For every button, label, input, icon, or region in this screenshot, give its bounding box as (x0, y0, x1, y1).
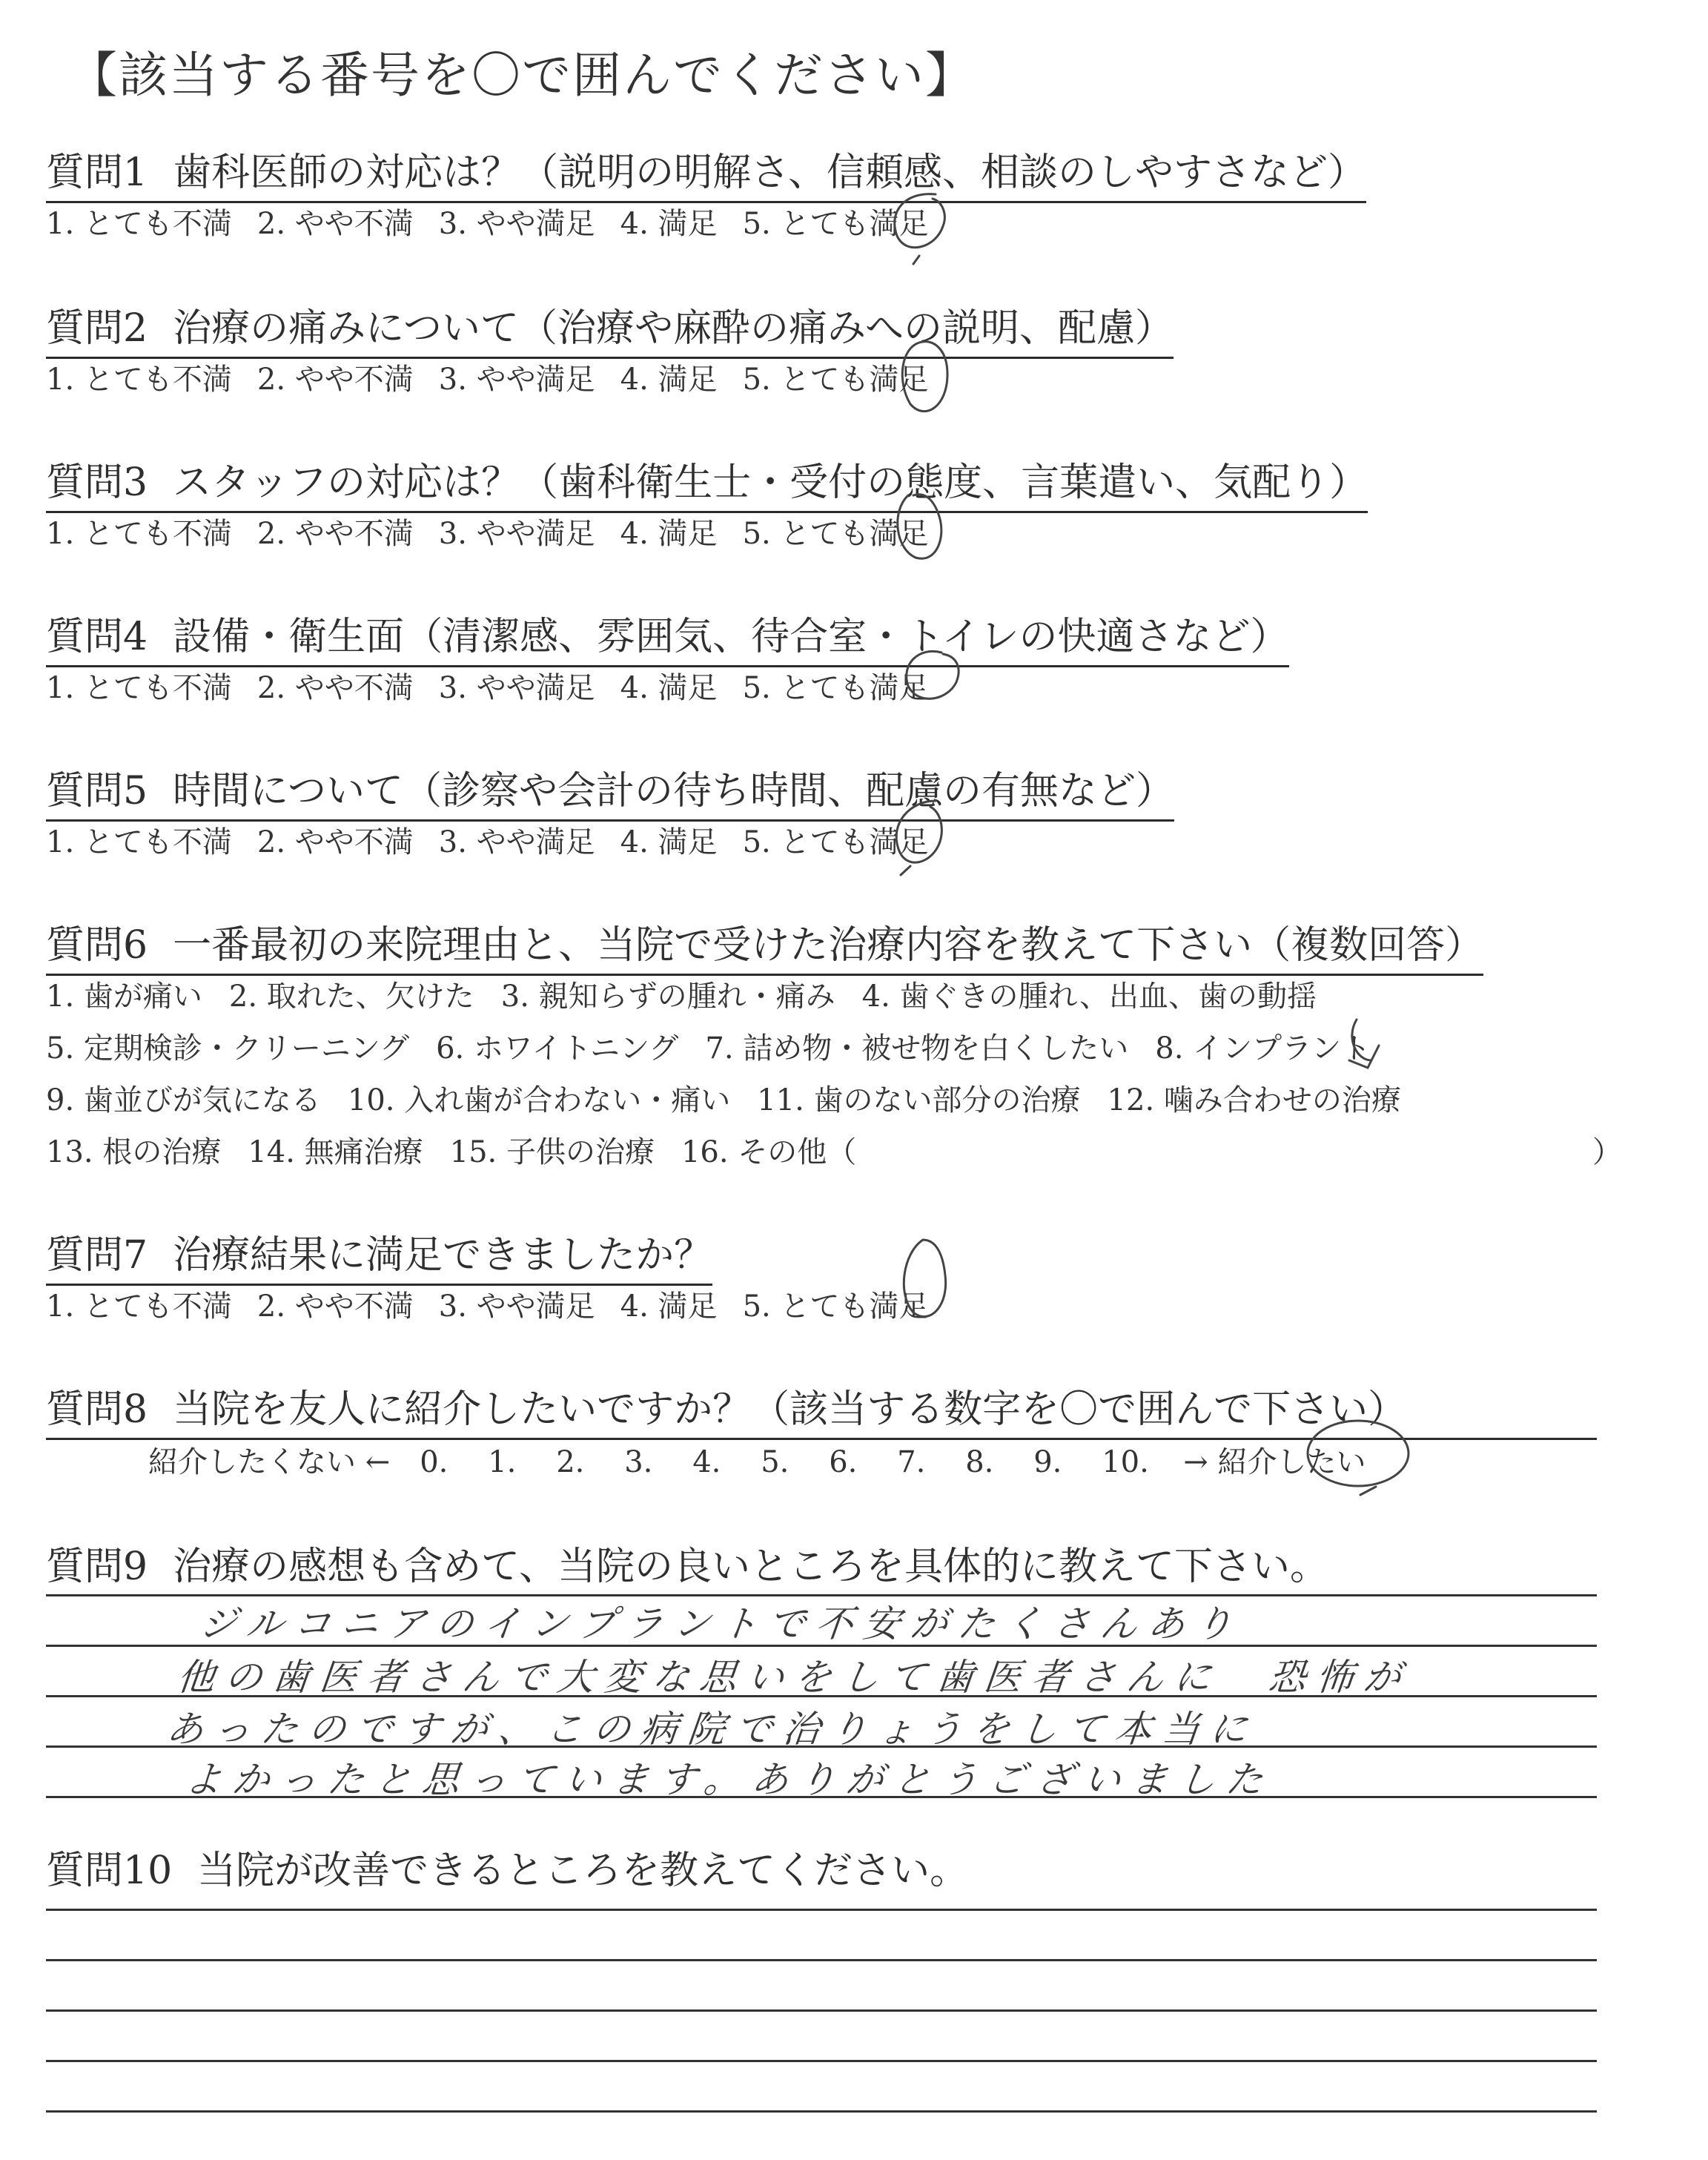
option-15[interactable]: 15. 子供の治療 (449, 1135, 655, 1169)
option-5[interactable]: 5. とても満足 (742, 517, 929, 551)
answer-line (46, 2060, 1597, 2062)
option-4[interactable]: 4. 満足 (620, 207, 718, 241)
option-3[interactable]: 3. やや満足 (438, 363, 595, 397)
score-1[interactable]: 1. (488, 1445, 517, 1479)
option-4[interactable]: 4. 満足 (620, 825, 718, 859)
recommend-left-label: 紹介したくない ← (148, 1445, 391, 1479)
score-2[interactable]: 2. (556, 1445, 585, 1479)
question-6 (46, 914, 1483, 976)
score-0[interactable]: 0. (420, 1445, 448, 1479)
question-number: 質問9 (46, 1545, 148, 1589)
option-12[interactable]: 12. 噛み合わせの治療 (1107, 1083, 1401, 1117)
option-2[interactable]: 2. やや不満 (256, 207, 414, 241)
question-number: 質問10 (46, 1849, 173, 1893)
question-number: 質問3 (46, 460, 148, 505)
answer-line (46, 2110, 1597, 2113)
rating-scale-q2 (46, 356, 953, 398)
score-3[interactable]: 3. (624, 1445, 653, 1479)
option-2[interactable]: 2. やや不満 (256, 363, 414, 397)
option-3[interactable]: 3. やや満足 (438, 671, 595, 705)
option-5[interactable]: 5. とても満足 (742, 1289, 929, 1324)
score-8[interactable]: 8. (965, 1445, 994, 1479)
score-5[interactable]: 5. (761, 1445, 790, 1479)
circle-q8-tail (1360, 1487, 1376, 1495)
question-8 (46, 1378, 1597, 1440)
answer-line (46, 1959, 1597, 1961)
score-6[interactable]: 6. (829, 1445, 858, 1479)
option-1[interactable]: 1. とても不満 (46, 1289, 232, 1324)
answer-line (46, 1909, 1597, 1911)
score-9[interactable]: 9. (1033, 1445, 1062, 1479)
question-3 (46, 451, 1368, 513)
option-1[interactable]: 1. 歯が痛い (46, 980, 202, 1014)
option-8[interactable]: 8. インプラント (1155, 1031, 1371, 1066)
option-5[interactable]: 5. とても満足 (742, 825, 929, 859)
option-5[interactable]: 5. とても満足 (742, 363, 929, 397)
question-text: 歯科医師の対応は？（説明の明解さ、信頼感、相談のしやすさなど） (173, 151, 1367, 195)
question-7 (46, 1223, 712, 1286)
score-10[interactable]: 10. (1102, 1445, 1149, 1479)
question-text: 一番最初の来院理由と、当院で受けた治療内容を教えて下さい（複数回答） (173, 923, 1484, 968)
question-5 (46, 759, 1174, 822)
q6-options-row-1 (46, 973, 1343, 1015)
other-close-paren: ） (1592, 1135, 1622, 1169)
handwritten-line-4: よかったと思っています。ありがとうございました (182, 1758, 1276, 1801)
question-text: 当院を友人に紹介したいですか？（該当する数字を〇で囲んで下さい） (173, 1387, 1407, 1432)
q6-options-row-2 (46, 1025, 1397, 1067)
option-3[interactable]: 3. 親知らずの腫れ・痛み (500, 980, 835, 1014)
option-3[interactable]: 3. やや満足 (438, 207, 595, 241)
score-7[interactable]: 7. (897, 1445, 926, 1479)
option-1[interactable]: 1. とても不満 (46, 517, 232, 551)
option-2[interactable]: 2. やや不満 (256, 1289, 414, 1324)
option-2[interactable]: 2. やや不満 (256, 517, 414, 551)
option-11[interactable]: 11. 歯のない部分の治療 (757, 1083, 1081, 1117)
question-number: 質問6 (46, 923, 148, 968)
question-4 (46, 605, 1289, 667)
q6-options-row-3 (46, 1077, 1428, 1119)
rating-scale-q7 (46, 1283, 953, 1325)
question-text: 設備・衛生面（清潔感、雰囲気、待合室・トイレの快適さなど） (173, 615, 1289, 659)
question-1 (46, 141, 1366, 203)
question-2 (46, 297, 1174, 359)
question-number: 質問5 (46, 769, 148, 813)
q6-options-row-4 (46, 1129, 883, 1171)
rating-scale-q1 (46, 200, 953, 242)
option-7[interactable]: 7. 詰め物・被せ物を白くしたい (705, 1031, 1129, 1066)
option-4[interactable]: 4. 満足 (620, 1289, 718, 1324)
option-4[interactable]: 4. 満足 (620, 363, 718, 397)
option-1[interactable]: 1. とても不満 (46, 671, 232, 705)
option-4[interactable]: 4. 歯ぐきの腫れ、出血、歯の動揺 (861, 980, 1317, 1014)
question-number: 質問8 (46, 1387, 148, 1432)
option-5[interactable]: 5. 定期検診・クリーニング (46, 1031, 410, 1066)
option-3[interactable]: 3. やや満足 (438, 825, 595, 859)
question-text: 時間について（診察や会計の待ち時間、配慮の有無など） (173, 769, 1175, 813)
question-text: 治療の痛みについて（治療や麻酔の痛みへの説明、配慮） (173, 306, 1174, 351)
option-9[interactable]: 9. 歯並びが気になる (46, 1083, 321, 1117)
recommend-right-label[interactable]: → 紹介したい (1183, 1445, 1366, 1479)
option-6[interactable]: 6. ホワイトニング (436, 1031, 679, 1066)
rating-scale-q3 (46, 510, 953, 552)
option-3[interactable]: 3. やや満足 (438, 517, 595, 551)
option-2[interactable]: 2. やや不満 (256, 825, 414, 859)
option-4[interactable]: 4. 満足 (620, 517, 718, 551)
question-number: 質問7 (46, 1233, 148, 1278)
option-5[interactable]: 5. とても満足 (742, 671, 929, 705)
handwritten-line-3: あったのですが、この病院で治りょうをして本当に (164, 1708, 1260, 1751)
option-2[interactable]: 2. やや不満 (256, 671, 414, 705)
option-3[interactable]: 3. やや満足 (438, 1289, 595, 1324)
question-text: スタッフの対応は？（歯科衛生士・受付の態度、言葉遣い、気配り） (173, 460, 1368, 505)
question-text: 治療結果に満足できましたか？ (173, 1233, 713, 1278)
option-14[interactable]: 14. 無痛治療 (248, 1135, 423, 1169)
option-5[interactable]: 5. とても満足 (742, 207, 929, 241)
recommend-scale (148, 1439, 1366, 1481)
handwritten-line-2: 他の歯医者さんで大変な思いをして歯医者さんに 恐怖が (175, 1656, 1414, 1699)
score-4[interactable]: 4. (692, 1445, 721, 1479)
option-1[interactable]: 1. とても不満 (46, 207, 232, 241)
option-16[interactable]: 16. その他（ (681, 1135, 857, 1169)
question-text: 当院が改善できるところを教えてください。 (197, 1849, 969, 1893)
question-9 (46, 1535, 1328, 1595)
page-title: 【該当する番号を〇で囲んでください】 (68, 47, 976, 104)
question-text: 治療の感想も含めて、当院の良いところを具体的に教えて下さい。 (173, 1545, 1329, 1589)
answer-line (46, 2009, 1597, 2012)
handwritten-line-1: ジルコニアのインプラントで不安がたくさんあり (197, 1602, 1245, 1645)
rating-scale-q4 (46, 664, 953, 707)
question-number: 質問1 (46, 151, 148, 195)
question-number: 質問2 (46, 306, 148, 351)
question-number: 質問4 (46, 615, 148, 659)
rating-scale-q5 (46, 819, 953, 861)
option-10[interactable]: 10. 入れ歯が合わない・痛い (347, 1083, 731, 1117)
option-4[interactable]: 4. 満足 (620, 671, 718, 705)
option-1[interactable]: 1. とても不満 (46, 825, 232, 859)
option-13[interactable]: 13. 根の治療 (46, 1135, 222, 1169)
option-2[interactable]: 2. 取れた、欠けた (228, 980, 474, 1014)
question-10 (46, 1839, 968, 1899)
option-1[interactable]: 1. とても不満 (46, 363, 232, 397)
